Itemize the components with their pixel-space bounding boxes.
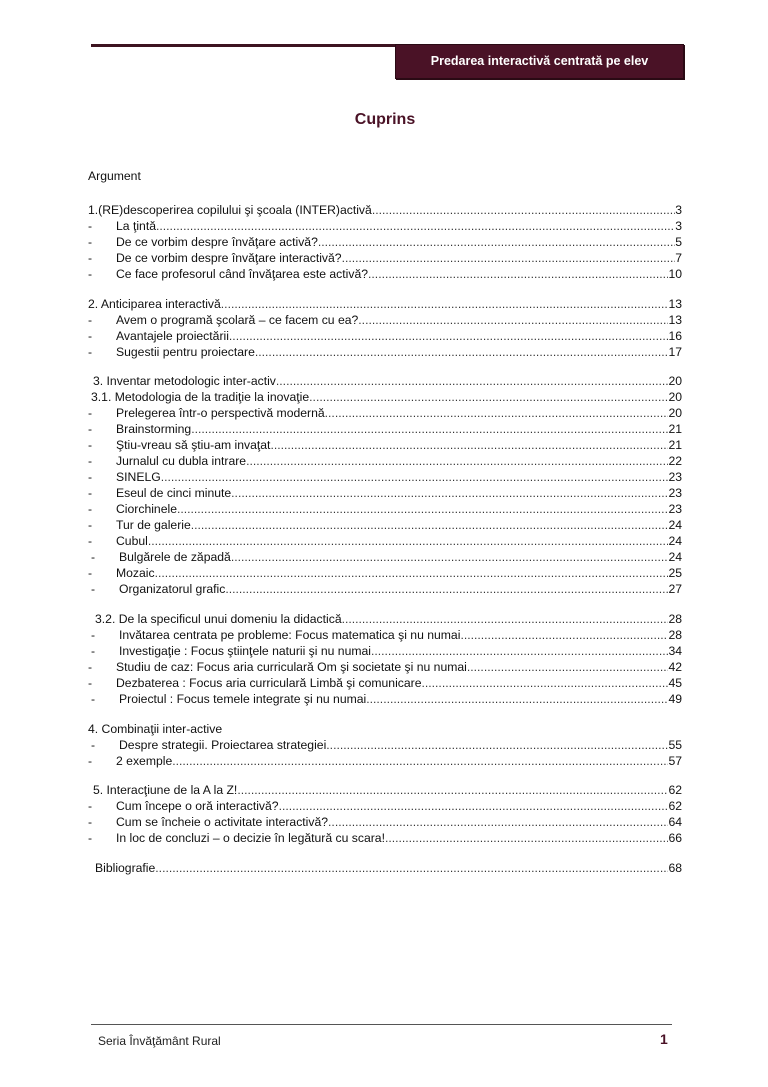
toc-leader-dots [155,565,669,581]
toc-entry [88,328,682,344]
toc-bullet: - [88,267,93,281]
toc-entry-page: 7 [675,251,682,265]
toc-leader-dots [148,533,669,549]
toc-entry [88,250,682,266]
toc-entry-title: 4. Combinaţii inter-active [88,722,223,736]
toc-bullet: - [88,406,93,420]
toc-entry-title: In loc de concluzi – o decizie în legătură cu scara! [116,831,385,845]
toc-entry-page: 22 [668,454,682,468]
toc-bullet: - [91,692,96,706]
toc-bullet: - [88,754,93,768]
toc-bullet: - [88,534,93,548]
toc-entry-page: 21 [668,422,682,436]
toc-entry-title: Avantajele proiectării [116,329,229,343]
toc-entry [91,627,682,643]
toc-entry-page: 10 [668,267,682,281]
toc-entry-page: 5 [675,235,682,249]
toc-bullet: - [88,486,93,500]
toc-entry-page: 45 [668,676,682,690]
toc-bullet: - [88,660,93,674]
toc-leader-dots [366,691,668,707]
toc-leader-dots [231,549,669,565]
toc-entry-title: Cum începe o oră interactivă? [116,799,279,813]
toc-entry-page: 28 [668,612,682,626]
toc-entry-page: 16 [668,329,682,343]
toc-entry-title: 2 exemple [116,754,173,768]
toc-bullet: - [88,313,93,327]
toc-entry [88,266,682,282]
toc-entry-title: Brainstorming [116,422,192,436]
toc-bullet: - [88,438,93,452]
toc-leader-dots [155,860,668,876]
toc-leader-dots [191,517,669,533]
toc-leader-dots [177,501,668,517]
toc-entry [88,168,682,184]
toc-entry-title: Avem o programă şcolară – ce facem cu ea? [116,313,359,327]
toc-entry [88,659,682,675]
toc-entry-page: 64 [668,815,682,829]
toc-entry-title: Prelegerea într-o perspectivă modernă [116,406,325,420]
toc-entry-page: 20 [668,374,682,388]
toc-leader-dots [237,782,668,798]
toc-bullet: - [88,251,93,265]
toc-entry-title: 1.(RE)descoperirea copilului şi şcoala (INTER)activă [88,203,372,217]
toc-entry-title: 5. Interacţiune de la A la Z! [93,783,238,797]
toc-bullet: - [88,329,93,343]
toc-entry [88,753,682,769]
toc-entry-page: 25 [668,566,682,580]
toc-bullet: - [88,566,93,580]
toc-bullet: - [88,518,93,532]
toc-entry [88,234,682,250]
toc-entry-page: 3 [675,203,682,217]
toc-entry-title: Organizatorul grafic [119,582,226,596]
toc-entry [88,344,682,360]
toc-entry-title: Bulgărele de zăpadă [119,550,231,564]
toc-leader-dots [156,218,675,234]
toc-entry [95,860,682,876]
toc-bullet: - [88,470,93,484]
toc-leader-dots [191,421,668,437]
toc-entry-page: 23 [668,502,682,516]
toc-entry-page: 55 [668,738,682,752]
toc-entry-page: 24 [668,518,682,532]
toc-bullet: - [88,422,93,436]
toc-leader-dots [225,581,668,597]
toc-bullet: - [88,235,93,249]
toc-entry-title: Jurnalul cu dubla intrare [116,454,247,468]
toc-bullet: - [91,738,96,752]
toc-entry [88,405,682,421]
toc-entry-title: De ce vorbim despre învăţare interactivă? [116,251,342,265]
toc-leader-dots [385,830,668,846]
toc-entry-page: 17 [668,345,682,359]
toc-leader-dots [325,405,669,421]
toc-entry-page: 13 [668,313,682,327]
toc-bullet: - [91,628,96,642]
toc-leader-dots [231,485,668,501]
toc-entry [88,296,682,312]
toc-leader-dots [371,643,668,659]
toc-entry [91,549,682,565]
toc-entry-title: Studiu de caz: Focus aria curriculară Om şi societate şi nu numai [116,660,467,674]
toc-entry-title: 3. Inventar metodologic inter-activ [93,374,276,388]
toc-leader-dots [161,469,669,485]
toc-entry-page: 24 [668,550,682,564]
toc-entry-title: SINELG [116,470,161,484]
toc-entry-title: Argument [88,169,141,183]
toc-entry-page: 62 [668,799,682,813]
toc-leader-dots [342,250,676,266]
toc-entry [93,782,682,798]
toc-entry [88,437,682,453]
toc-entry [88,721,682,737]
toc-bullet: - [88,454,93,468]
toc-leader-dots [221,296,669,312]
toc-leader-dots [246,453,668,469]
toc-entry-title: Invătarea centrata pe probleme: Focus matematica şi nu numai [119,628,461,642]
toc-entry-title: Dezbaterea : Focus aria curriculară Limbă şi comunicare [116,676,422,690]
toc-entry-page: 20 [668,390,682,404]
toc-entry-title: Cum se încheie o activitate interactivă? [116,815,329,829]
toc-entry-title: La ţintă [116,219,156,233]
toc-entry-page: 3 [675,219,682,233]
toc-entry [88,814,682,830]
toc-entry-page: 20 [668,406,682,420]
toc-leader-dots [328,814,668,830]
toc-entry-page: 23 [668,486,682,500]
toc-entry-title: Despre strategii. Proiectarea strategiei [119,738,327,752]
toc-entry [88,421,682,437]
toc-leader-dots [358,312,668,328]
toc-entry [88,218,682,234]
toc-bullet: - [88,831,93,845]
toc-entry [88,675,682,691]
page-number: 1 [660,1031,668,1047]
toc-entry-page: 57 [668,754,682,768]
toc-entry-title: Ce face profesorul când învăţarea este activă? [116,267,369,281]
toc-entry-title: Ştiu-vreau să ştiu-am invaţat [116,438,271,452]
toc-entry [91,691,682,707]
toc-entry-page: 27 [668,582,682,596]
toc-entry-page: 24 [668,534,682,548]
toc-entry-title: Eseul de cinci minute [116,486,232,500]
toc-leader-dots [422,675,669,691]
toc-bullet: - [91,550,96,564]
toc-entry [93,373,682,389]
toc-bullet: - [88,345,93,359]
toc-entry-title: Cubul [116,534,148,548]
toc-entry [88,533,682,549]
toc-entry-title: 3.2. De la specificul unui domeniu la didactică [95,612,342,626]
toc-leader-dots [372,202,675,218]
toc-entry [88,830,682,846]
toc-entry-page: 66 [668,831,682,845]
toc-bullet: - [91,582,96,596]
toc-entry-page: 28 [668,628,682,642]
toc-entry [91,581,682,597]
toc-entry-title: De ce vorbim despre învăţare activă? [116,235,318,249]
toc-leader-dots [467,659,669,675]
toc-entry [88,517,682,533]
contents-title: Cuprins [354,111,416,128]
toc-entry-page: 21 [668,438,682,452]
toc-bullet: - [88,502,93,516]
toc-leader-dots [318,234,675,250]
toc-bullet: - [88,219,93,233]
toc-leader-dots [276,373,669,389]
toc-entry [88,798,682,814]
footer-series: Seria Învăţământ Rural [98,1034,221,1048]
toc-leader-dots [270,437,668,453]
toc-entry-title: Bibliografie [95,861,156,875]
toc-leader-dots [229,328,669,344]
toc-entry [88,202,682,218]
toc-leader-dots [279,798,669,814]
toc-entry-page: 62 [668,783,682,797]
toc-leader-dots [172,753,668,769]
toc-bullet: - [88,799,93,813]
toc-leader-dots [460,627,668,643]
toc-entry-page: 13 [668,297,682,311]
toc-entry-page: 68 [668,861,682,875]
toc-entry-title: Ciorchinele [116,502,177,516]
toc-entry [88,501,682,517]
toc-leader-dots [326,737,668,753]
toc-entry-title: Mozaic [116,566,155,580]
toc-entry-title: Proiectul : Focus temele integrate şi nu numai [119,692,367,706]
toc-leader-dots [368,266,668,282]
running-header: Predarea interactivă centrată pe elev [395,44,684,79]
toc-entry-title: 3.1. Metodologia de la tradiţie la inovaţie [91,390,310,404]
toc-entry-page: 42 [668,660,682,674]
toc-bullet: - [88,676,93,690]
toc-leader-dots [309,389,668,405]
toc-entry [95,611,682,627]
toc-entry-page: 23 [668,470,682,484]
toc-entry [88,312,682,328]
toc-entry [91,389,682,405]
toc-entry-page: 49 [668,692,682,706]
toc-leader-dots [342,611,669,627]
toc-entry-page: 34 [668,644,682,658]
toc-entry [88,453,682,469]
toc-bullet: - [91,644,96,658]
toc-entry [88,485,682,501]
toc-entry [91,643,682,659]
toc-entry-title: Sugestii pentru proiectare [116,345,255,359]
toc-entry [88,565,682,581]
toc-entry-title: 2. Anticiparea interactivă [88,297,221,311]
footer-rule [91,1024,672,1025]
toc-leader-dots [255,344,669,360]
toc-bullet: - [88,815,93,829]
toc-entry [91,737,682,753]
toc-entry-title: Tur de galerie [116,518,191,532]
toc-entry [88,469,682,485]
toc-entry-title: Investigaţie : Focus ştiinţele naturii şi nu numai [119,644,371,658]
